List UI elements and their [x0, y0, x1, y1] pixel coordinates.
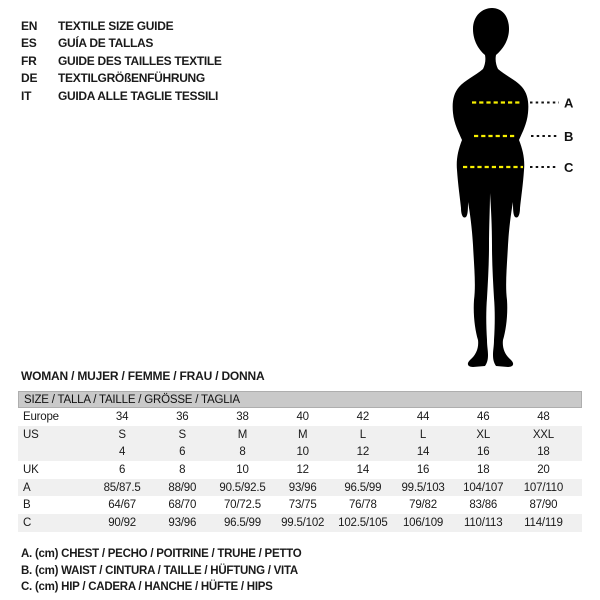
size-value: 36	[176, 410, 189, 423]
marker-label-a: A	[564, 95, 574, 111]
table-row-us-numeric	[18, 443, 582, 461]
size-value: 76/78	[348, 499, 377, 512]
language-title: GUIDE DES TAILLES TEXTILE	[58, 53, 222, 68]
size-value: 44	[416, 410, 430, 423]
language-code: ES	[21, 36, 37, 51]
language-row-en	[21, 17, 222, 35]
table-row-chest-a	[18, 479, 582, 497]
size-value: XXL	[532, 428, 554, 441]
size-value: 96.5/99	[223, 516, 261, 529]
size-value: 4	[118, 446, 126, 459]
legend-line-hip: C. (cm) HIP / CADERA / HANCHE / HÜFTE / HIPS	[21, 581, 273, 593]
size-value: 14	[356, 463, 370, 476]
size-value: 20	[537, 463, 550, 476]
size-value: 8	[179, 463, 186, 476]
size-value: 12	[296, 463, 309, 476]
language-row-it	[21, 87, 222, 105]
size-value: 90/92	[108, 516, 136, 529]
table-row-europe	[18, 408, 582, 426]
size-value: 110/113	[463, 516, 503, 529]
size-value: 99.5/103	[401, 481, 445, 494]
size-table-header: SIZE / TALLA / TAILLE / GRÖSSE / TAGLIA	[18, 391, 582, 408]
language-title-list	[21, 17, 222, 105]
marker-label-b: B	[564, 129, 574, 144]
table-row-hip-c	[18, 514, 582, 532]
size-value: 88/90	[168, 481, 197, 494]
language-code: DE	[21, 71, 38, 86]
row-label: C	[23, 516, 32, 529]
row-label: A	[23, 481, 31, 494]
size-value: 18	[537, 446, 550, 459]
size-value: 68/70	[168, 499, 197, 512]
language-row-es	[21, 35, 222, 53]
size-value: 87/90	[529, 499, 558, 512]
size-value: 10	[296, 446, 309, 459]
size-value: 16	[416, 463, 430, 476]
language-title: TEXTILE SIZE GUIDE	[58, 18, 174, 33]
row-label: US	[23, 428, 39, 441]
size-value: 38	[236, 410, 249, 423]
size-value: 48	[537, 410, 550, 423]
row-label: Europe	[23, 410, 59, 423]
size-value: 14	[416, 446, 430, 459]
size-value: L	[419, 428, 427, 441]
size-value: 99.5/102	[281, 516, 325, 529]
size-value: 90.5/92.5	[219, 481, 266, 494]
language-title: GUÍA DE TALLAS	[58, 36, 154, 51]
size-value: 102.5/105	[338, 516, 388, 529]
size-value: 34	[115, 410, 129, 423]
language-title: TEXTILGRÖßENFÜHRUNG	[58, 71, 205, 86]
size-value: 40	[296, 410, 309, 423]
size-value: 64/67	[108, 499, 136, 512]
size-value: 83/86	[469, 499, 498, 512]
language-row-fr	[21, 52, 222, 70]
section-title-woman: WOMAN / MUJER / FEMME / FRAU / DONNA	[21, 369, 265, 383]
size-value: 73/75	[288, 499, 317, 512]
table-row-us-letter	[18, 426, 582, 444]
row-label: B	[23, 499, 31, 512]
size-value: 42	[356, 410, 370, 423]
marker-label-c: C	[564, 160, 574, 175]
size-value: 106/109	[402, 516, 444, 529]
legend-line-waist: B. (cm) WAIST / CINTURA / TAILLE / HÜFTUNG / VITA	[21, 564, 298, 577]
language-code: FR	[21, 53, 37, 68]
size-value: 93/96	[168, 516, 197, 529]
language-code: EN	[21, 18, 38, 33]
language-code: IT	[21, 88, 32, 103]
size-value: M	[297, 428, 308, 441]
size-table	[18, 391, 582, 532]
table-row-uk	[18, 461, 582, 479]
language-row-de	[21, 70, 222, 88]
size-value: 12	[356, 446, 370, 459]
size-value: XL	[476, 428, 491, 441]
size-value: 16	[477, 446, 490, 459]
legend-line-chest: A. (cm) CHEST / PECHO / POITRINE / TRUHE / PETTO	[21, 548, 302, 560]
size-value: S	[118, 428, 126, 441]
size-value: 96.5/99	[344, 481, 382, 494]
size-value: 104/107	[463, 481, 504, 494]
size-value: 6	[179, 446, 186, 459]
size-value: 18	[477, 463, 490, 476]
size-value: M	[237, 428, 248, 441]
size-value: 6	[118, 463, 126, 476]
size-value: 93/96	[288, 481, 317, 494]
size-value: 85/87.5	[103, 481, 141, 494]
row-label: UK	[23, 463, 39, 476]
size-value: 79/82	[409, 499, 437, 512]
measurement-legend	[21, 546, 301, 596]
size-value: 8	[239, 446, 246, 459]
size-value: 46	[477, 410, 490, 423]
size-value: 70/72.5	[223, 499, 261, 512]
size-value: L	[359, 428, 366, 441]
woman-silhouette-figure	[400, 0, 600, 380]
language-title: GUIDA ALLE TAGLIE TESSILI	[58, 88, 219, 103]
size-value: 10	[236, 463, 249, 476]
woman-silhouette	[453, 8, 529, 367]
table-row-waist-b	[18, 496, 582, 514]
size-value: 107/110	[523, 481, 564, 494]
size-value: S	[178, 428, 187, 441]
size-value: 114/119	[524, 516, 563, 529]
